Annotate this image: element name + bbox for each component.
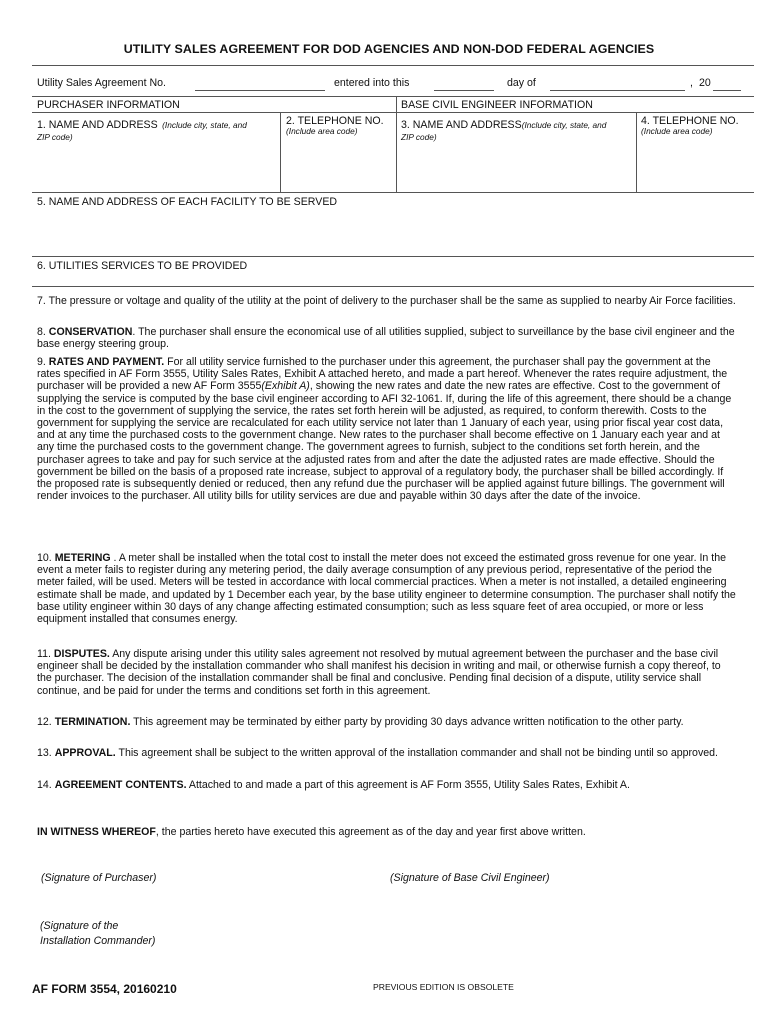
field-1-label: 1. NAME AND ADDRESS xyxy=(37,119,158,131)
paragraph-12-heading: TERMINATION. xyxy=(54,716,131,728)
paragraph-8 xyxy=(37,326,737,350)
purchaser-signature-label: (Signature of Purchaser) xyxy=(41,872,157,884)
field-2-telephone[interactable] xyxy=(286,115,396,136)
witness-heading: IN WITNESS WHEREOF xyxy=(37,826,156,838)
edition-note: PREVIOUS EDITION IS OBSOLETE xyxy=(373,982,514,992)
witness-body: , the parties hereto have executed this agreement as of the day and year first above written. xyxy=(155,826,586,838)
paragraph-11-number: 11. xyxy=(37,648,51,660)
paragraph-12-body: This agreement may be terminated by either party by providing 30 days advance written notification to the other party. xyxy=(130,716,684,728)
field-6-label: 6. UTILITIES SERVICES TO BE PROVIDED xyxy=(37,260,248,272)
paragraph-14-heading: AGREEMENT CONTENTS. xyxy=(54,779,187,791)
field-4-label: 4. TELEPHONE NO. xyxy=(641,115,739,127)
paragraph-9 xyxy=(37,356,737,502)
entered-day-input[interactable] xyxy=(434,90,494,91)
paragraph-9-body-b: , showing the new rates and date the new rates are effective. Cost to the government of supplying the service is computed by the base civil engineer according to AFI 32-1061. If, during the life of this agreement, there should be a change in the cost to the government of supplying the service, the rates set forth herein will be adjusted, as required, to conform therewith. Costs to the government for supplying the service are recalculated for each utility service not later than 1 January of each year, using prior fiscal year cost data, and at any time the purchased costs to the government change. New rates to the purchaser shall become effective on 1 January each year and at any time the purchased costs to the government change. The government agrees to furnish, subject to the conditions set forth herein, and the purchaser agrees to take and pay for such service at the adjusted rates from and after the date the adjusted rates are made effective. Should the government be billed on the basis of a proposed rate increase, subject to approval of a regulatory body, the purchaser shall be billed accordingly. If the proposed rate is subsequently denied or reduced, then any refund due the purchaser will be applied against future billings. The government will render invoices to the purchaser. All utility bills for utility services are due and payable within 30 days after the date of the invoice. xyxy=(37,380,732,503)
field-5-top-rule xyxy=(32,192,754,193)
commander-signature-line2: Installation Commander) xyxy=(40,935,156,947)
paragraph-9-body-a: For all utility service furnished to the purchaser under this agreement, the purchaser shall pay the government at the rates specified in AF Form 3555, Utility Sales Rates, Exhibit A attached hereto, and made a part hereof. Whenever the rates require adjustment, the purchaser will be provided a new AF Form 3555 xyxy=(37,356,728,393)
field-4-telephone[interactable] xyxy=(641,115,754,136)
paragraph-10-heading: METERING xyxy=(54,552,111,564)
paragraph-14 xyxy=(37,779,737,791)
comma-label: , xyxy=(690,77,693,89)
field-5-input[interactable] xyxy=(32,210,754,256)
field-6-bottom-rule xyxy=(32,286,754,287)
paragraph-7-text: 7. The pressure or voltage and quality of the utility at the point of delivery to the purchaser shall be the same as supplied to nearby Air Force facilities. xyxy=(37,295,736,307)
paragraph-12 xyxy=(37,716,737,728)
field-4-hint: (Include area code) xyxy=(641,126,713,136)
agreement-no-label: Utility Sales Agreement No. xyxy=(37,77,166,89)
paragraph-8-body: . The purchaser shall ensure the economical use of all utilities supplied, subject to surveillance by the base civil engineer and the base energy steering group. xyxy=(37,326,735,351)
paragraph-9-exhibit: (Exhibit A) xyxy=(261,380,310,393)
paragraph-13-body: This agreement shall be subject to the written approval of the installation commander and shall not be binding until so approved. xyxy=(115,747,718,759)
field-3-hint-line2: ZIP code) xyxy=(401,132,437,142)
field-5-label: 5. NAME AND ADDRESS OF EACH FACILITY TO BE SERVED xyxy=(37,196,338,208)
bce-signature[interactable] xyxy=(390,871,550,886)
year-input[interactable] xyxy=(713,90,741,91)
bce-info-header: BASE CIVIL ENGINEER INFORMATION xyxy=(401,99,593,111)
commander-signature-line1: (Signature of the xyxy=(40,920,119,932)
paragraph-13-number: 13. xyxy=(37,747,52,759)
agreement-no-input[interactable] xyxy=(195,90,325,91)
witness-statement xyxy=(37,826,737,838)
paragraph-11-heading: DISPUTES. xyxy=(53,648,110,660)
field-3-name-address[interactable] xyxy=(401,115,633,142)
paragraph-9-number: 9. xyxy=(37,356,46,368)
field-divider-1 xyxy=(280,112,281,192)
field-3-hint: (Include city, state, and xyxy=(521,120,607,130)
field-1-name-address[interactable] xyxy=(37,115,277,142)
field-1-hint: (Include city, state, and xyxy=(162,120,247,130)
field-2-label: 2. TELEPHONE NO. xyxy=(286,115,384,127)
section-header-rule xyxy=(32,96,754,97)
paragraph-13-heading: APPROVAL. xyxy=(54,747,116,759)
paragraph-11-body: Any dispute arising under this utility sales agreement not resolved by mutual agreement between the purchaser and the base civil engineer shall be decided by the installation commander who shall manifest his decision in writing and mail, or otherwise furnish a copy thereof, to the purchaser. The decision of the installation commander shall be final and conclusive. Pending final decision of a dispute, utility service shall continue, and be paid for under the terms and conditions set forth in this agreement. xyxy=(37,648,721,697)
field-6-top-rule xyxy=(32,256,754,257)
paragraph-9-heading: RATES AND PAYMENT. xyxy=(48,356,165,368)
field-6-input[interactable] xyxy=(32,274,754,286)
header-top-rule xyxy=(32,65,754,66)
day-of-label: day of xyxy=(507,77,536,89)
form-title: UTILITY SALES AGREEMENT FOR DOD AGENCIES AND NON-DOD FEDERAL AGENCIES xyxy=(123,42,655,56)
fields-top-rule xyxy=(32,112,754,113)
paragraph-8-heading: CONSERVATION xyxy=(48,326,133,338)
paragraph-13 xyxy=(37,747,737,759)
form-id: AF FORM 3554, 20160210 xyxy=(32,982,177,996)
paragraph-14-number: 14. xyxy=(37,779,52,791)
paragraph-14-body: Attached to and made a part of this agreement is AF Form 3555, Utility Sales Rates, Exhibit A. xyxy=(186,779,630,791)
paragraph-10-number: 10. xyxy=(37,552,52,564)
paragraph-7 xyxy=(37,295,737,307)
section-divider xyxy=(396,96,397,192)
paragraph-11 xyxy=(37,648,737,697)
field-2-hint: (Include area code) xyxy=(286,126,358,136)
field-divider-3 xyxy=(636,112,637,192)
field-3-label: 3. NAME AND ADDRESS xyxy=(401,119,522,131)
month-input[interactable] xyxy=(550,90,685,91)
commander-signature[interactable] xyxy=(40,919,155,949)
purchaser-signature[interactable] xyxy=(41,871,156,886)
bce-signature-label: (Signature of Base Civil Engineer) xyxy=(390,872,550,884)
field-1-hint-line2: ZIP code) xyxy=(37,132,73,142)
paragraph-10-body: . A meter shall be installed when the total cost to install the meter does not exceed the estimated gross revenue for one year. In the event a meter fails to register during any metering period, the daily average consumption of any previous period, representative of the period the meter failed, will be used. Meters will be tested in accordance with local commercial practices. When a meter is not installed, a detailed engineering estimate shall be made, and updated by 1 December each year, by the base utility engineer to determine consumption. The purchaser shall notify the base utility engineer within 30 days of any change affecting estimated consumption; such as less square feet of area occupied, or more or less equipment installed that consumes energy. xyxy=(37,552,736,626)
purchaser-info-header: PURCHASER INFORMATION xyxy=(37,99,180,111)
paragraph-10 xyxy=(37,552,737,625)
paragraph-12-number: 12. xyxy=(37,716,52,728)
paragraph-8-number: 8. xyxy=(37,326,46,338)
year-prefix-label: 20 xyxy=(699,77,711,89)
entered-label: entered into this xyxy=(334,77,410,89)
